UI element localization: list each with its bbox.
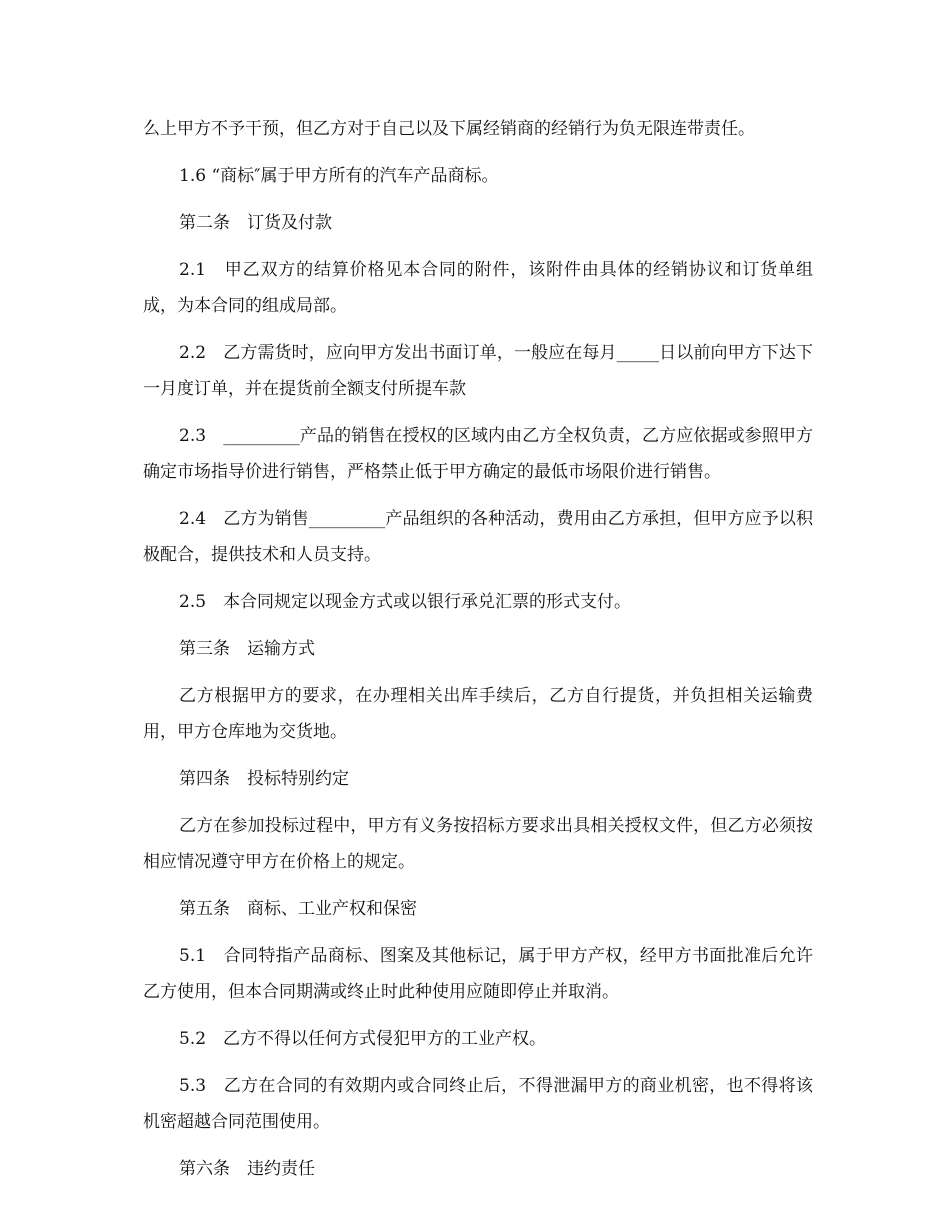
- document-paragraph: 2.3 _________产品的销售在授权的区域内由乙方全权负责，乙方应依据或参照甲方确定市场指导价进行销售，严格禁止低于甲方确定的最低市场限价进行销售。: [143, 426, 813, 482]
- document-paragraph: 么上甲方不予干预，但乙方对于自己以及下属经销商的经销行为负无限连带责任。: [143, 119, 755, 139]
- document-paragraph: 5.3 乙方在合同的有效期内或合同终止后，不得泄漏甲方的商业机密，也不得将该机密超越合同范围使用。: [143, 1076, 813, 1132]
- document-paragraph: 第六条 违约责任: [179, 1159, 315, 1179]
- document-paragraph: 第二条 订货及付款: [179, 213, 332, 233]
- document-paragraph: 2.1 甲乙双方的结算价格见本合同的附件，该附件由具体的经销协议和订货单组成，为本合同的组成局部。: [143, 260, 813, 316]
- document-paragraph: 第四条 投标特别约定: [179, 769, 349, 789]
- document-paragraph: 5.2 乙方不得以任何方式侵犯甲方的工业产权。: [179, 1029, 547, 1049]
- document-paragraph: 乙方根据甲方的要求，在办理相关出库手续后，乙方自行提货，并负担相关运输费用，甲方仓库地为交货地。: [143, 686, 813, 742]
- document-paragraph: 5.1 合同特指产品商标、图案及其他标记，属于甲方产权，经甲方书面批准后允许乙方使用，但本合同期满或终止时此种使用应随即停止并取消。: [143, 946, 813, 1002]
- document-body: [143, 111, 813, 1198]
- document-paragraph: 1.6 “商标″属于甲方所有的汽车产品商标。: [179, 166, 499, 186]
- document-paragraph: 第五条 商标、工业产权和保密: [179, 899, 417, 919]
- document-paragraph: 2.5 本合同规定以现金方式或以银行承兑汇票的形式支付。: [179, 592, 632, 612]
- document-paragraph: 第三条 运输方式: [179, 639, 315, 659]
- document-paragraph: 乙方在参加投标过程中，甲方有义务按招标方要求出具相关授权文件，但乙方必须按相应情况遵守甲方在价格上的规定。: [143, 816, 813, 872]
- document-paragraph: 2.2 乙方需货时，应向甲方发出书面订单，一般应在每月_____日以前向甲方下达下一月度订单，并在提货前全额支付所提车款: [143, 343, 813, 399]
- document-paragraph: 2.4 乙方为销售_________产品组织的各种活动，费用由乙方承担，但甲方应予以积极配合，提供技术和人员支持。: [143, 509, 813, 565]
